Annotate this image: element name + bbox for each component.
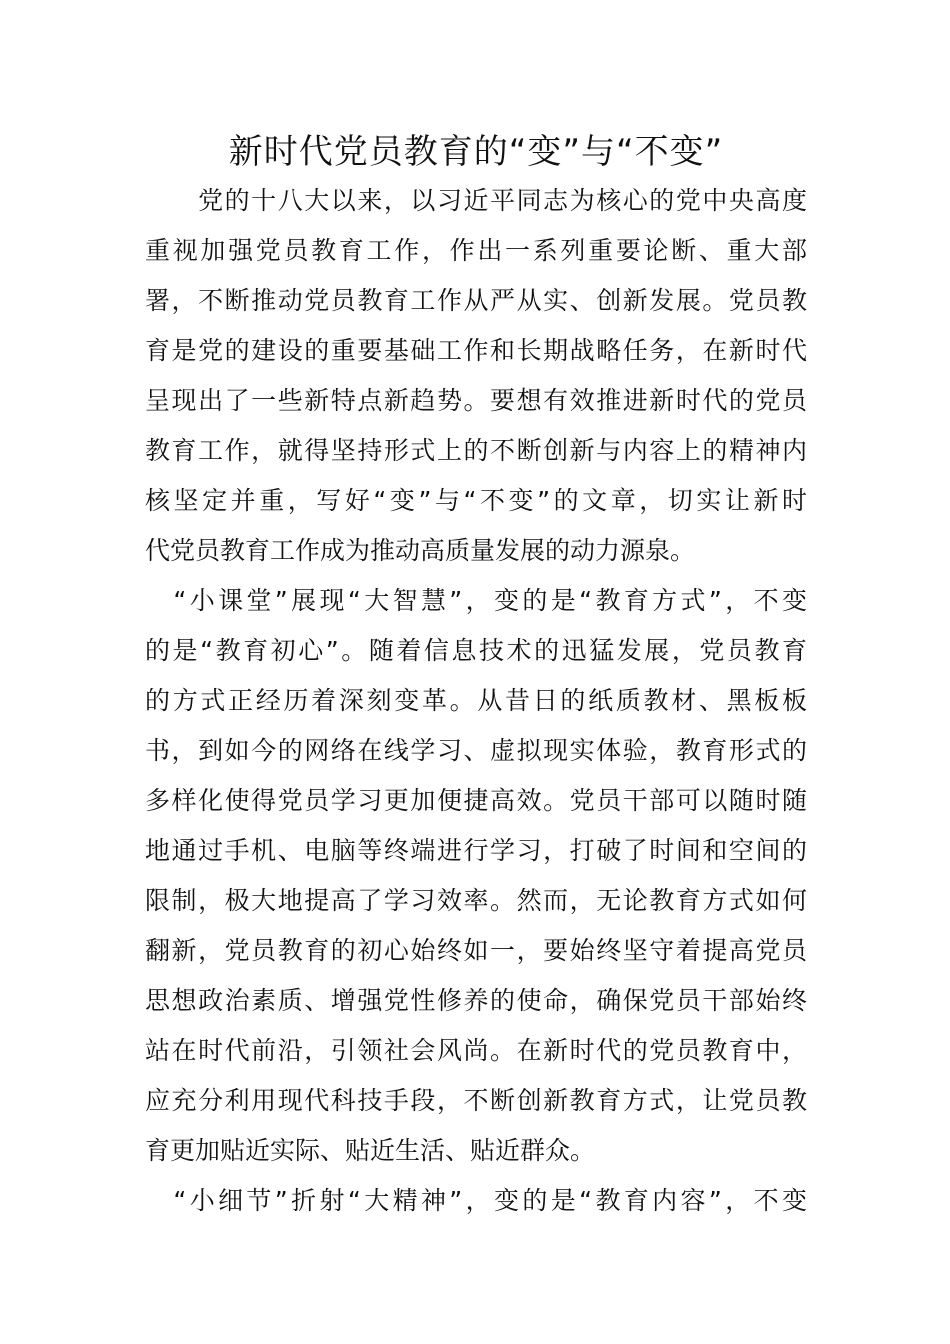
paragraph-line: 的是“教育初心”。随着信息技术的迅猛发展，党员教育 [145,636,807,665]
paragraph-line: 思想政治素质、增强党性修养的使命，确保党员干部始终 [145,986,807,1015]
paragraph-line: 站在时代前沿，引领社会风尚。在新时代的党员教育中， [145,1036,807,1065]
paragraph-line: 限制，极大地提高了学习效率。然而，无论教育方式如何 [145,886,807,915]
paragraph-3 [145,1176,807,1226]
paragraph-line: “小课堂”展现“大智慧”，变的是“教育方式”，不变 [145,586,807,615]
paragraph-line: 党的十八大以来，以习近平同志为核心的党中央高度 [145,186,807,215]
paragraph-line: 育是党的建设的重要基础工作和长期战略任务，在新时代 [145,336,807,365]
paragraph-line: 呈现出了一些新特点新趋势。要想有效推进新时代的党员 [145,386,807,415]
paragraph-line: 署，不断推动党员教育工作从严从实、创新发展。党员教 [145,286,807,315]
paragraph-line: 地通过手机、电脑等终端进行学习，打破了时间和空间的 [145,836,807,865]
document-title: 新时代党员教育的“变”与“不变” [228,132,724,172]
paragraph-line: 应充分利用现代科技手段，不断创新教育方式，让党员教 [145,1086,807,1115]
paragraph-line: 育更加贴近实际、贴近生活、贴近群众。 [145,1136,596,1165]
paragraph-line: 教育工作，就得坚持形式上的不断创新与内容上的精神内 [145,436,807,465]
paragraph-line: “小细节”折射“大精神”，变的是“教育内容”，不变 [145,1186,807,1215]
paragraph-1 [145,176,807,576]
paragraph-line: 核坚定并重，写好“变”与“不变”的文章，切实让新时 [145,486,807,515]
paragraph-line: 重视加强党员教育工作，作出一系列重要论断、重大部 [145,236,807,265]
paragraph-line: 翻新，党员教育的初心始终如一，要始终坚守着提高党员 [145,936,807,965]
paragraph-line: 书，到如今的网络在线学习、虚拟现实体验，教育形式的 [145,736,807,765]
paragraph-2 [145,576,807,1176]
paragraph-line: 代党员教育工作成为推动高质量发展的动力源泉。 [145,536,696,565]
paragraph-line: 多样化使得党员学习更加便捷高效。党员干部可以随时随 [145,786,807,815]
paragraph-line: 的方式正经历着深刻变革。从昔日的纸质教材、黑板板 [145,686,807,715]
